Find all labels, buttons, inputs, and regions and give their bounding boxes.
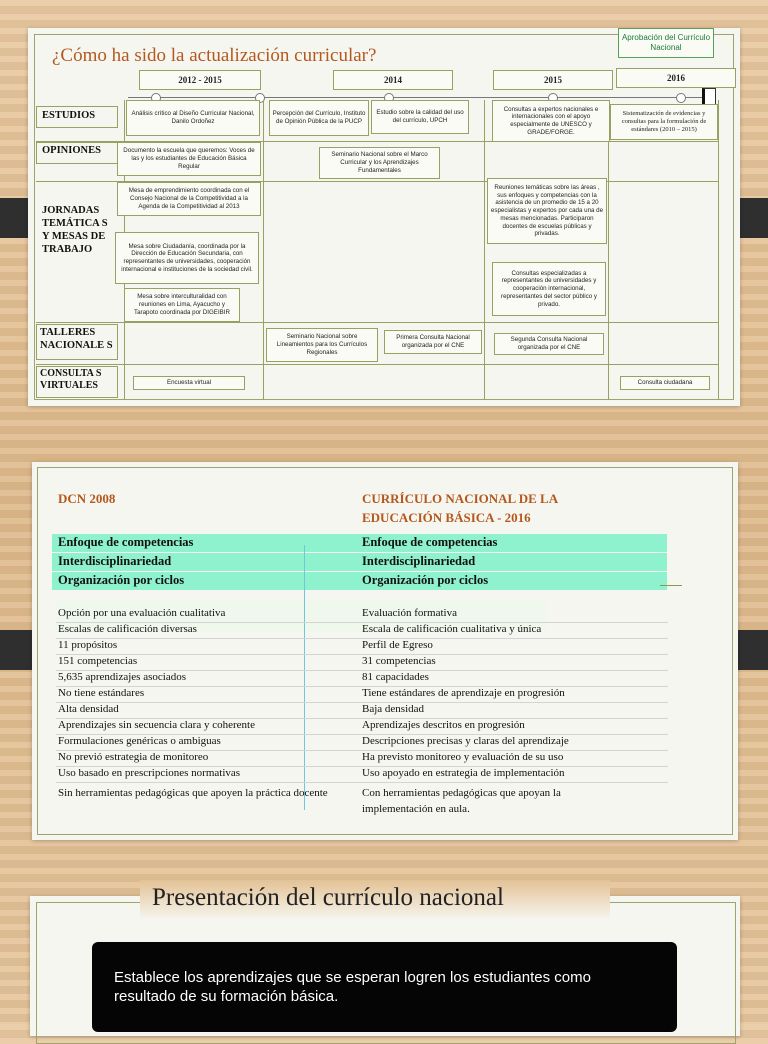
box-sistematizacion: Sistematización de evidencias y consultas para la formulación de estándares (2010 – 2015) (610, 104, 718, 140)
comparison-last-right: Con herramientas pedagógicas que apoyan la implementación en aula. (362, 787, 561, 815)
comparison-row: 151 competencias 31 competencias (56, 654, 668, 671)
box-mesa-emprendimiento: Mesa de emprendimiento coordinada con el Consejo Nacional de la Competitividad a la Agenda de la Competitividad al 2013 (117, 182, 261, 216)
row-label-consultas: CONSULTA S VIRTUALES (40, 368, 102, 391)
highlight-row: Organización por ciclos Organización por ciclos (52, 572, 667, 590)
box-consultas-expertos: Consultas a expertos nacionales e internacionales con el apoyo especialmente de UNESCO y GRADE/FORGE. (492, 100, 610, 142)
dcn-2008-header: DCN 2008 (58, 491, 116, 506)
row-label-opiniones: OPINIONES (42, 145, 101, 156)
box-encuesta-virtual: Encuesta virtual (133, 376, 245, 390)
presentation-body-text: Establece los aprendizajes que se esperan logren los estudiantes como resultado de su formación básica. (114, 969, 591, 1005)
comparison-row: Formulaciones genéricas o ambiguas Descripciones precisas y claras del aprendizaje (56, 734, 668, 751)
year-2014: 2014 (333, 70, 453, 90)
comparison-row: 11 propósitos Perfil de Egreso (56, 638, 668, 655)
highlight-row: Interdisciplinariedad Interdisciplinariedad (52, 553, 667, 571)
curriculo-2016-header: CURRÍCULO NACIONAL DE LA EDUCACIÓN BÁSICA - 2016 (362, 491, 558, 525)
box-estudio-calidad: Estudio sobre la calidad del uso del currículo, UPCH (371, 100, 469, 134)
row-label-talleres: TALLERES NACIONALE S (40, 327, 113, 351)
box-seminario-marco: Seminario Nacional sobre el Marco Curricular y los Aprendizajes Fundamentales (319, 147, 440, 179)
year-2012-2015: 2012 - 2015 (139, 70, 261, 90)
box-primera-consulta: Primera Consulta Nacional organizada por el CNE (384, 330, 482, 354)
row-label-jornadas: JORNADAS TEMÁTICA S Y MESAS DE TRABAJO (42, 205, 108, 255)
presentation-body-box (92, 942, 677, 1032)
box-consulta-ciudadana: Consulta ciudadana (620, 376, 710, 390)
comparison-row: No previó estrategia de monitoreo Ha previsto monitoreo y evaluación de su uso (56, 750, 668, 767)
box-percepcion-curriculo: Percepción del Currículo, Instituto de Opinión Pública de la PUCP (269, 100, 369, 136)
comparison-last-left: Sin herramientas pedagógicas que apoyen la práctica docente (58, 787, 328, 799)
box-consultas-especializadas: Consultas especializadas a representantes de universidades y cooperación internacional, representantes del sector público y privado. (492, 262, 606, 316)
presentation-title: Presentación del currículo nacional (152, 884, 504, 911)
box-mesa-ciudadania: Mesa sobre Ciudadanía, coordinada por la Dirección de Educación Secundaria, con representantes de universidades, cooperación internacional e instituciones de la sociedad civil. (115, 232, 259, 284)
comparison-row: No tiene estándares Tiene estándares de aprendizaje en progresión (56, 686, 668, 703)
box-analisis-critico: Análisis crítico al Diseño Curricular Nacional, Danilo Ordoñez (126, 100, 260, 136)
comparison-row: Uso basado en prescripciones normativas Uso apoyado en estrategia de implementación (56, 766, 668, 783)
row-label-estudios: ESTUDIOS (42, 110, 96, 121)
comparison-row: Escalas de calificación diversas Escala de calificación cualitativa y única (56, 622, 668, 639)
timeline-node-5 (676, 93, 686, 103)
comparison-row: Opción por una evaluación cualitativa Evaluación formativa (56, 606, 668, 623)
box-documento-escuela: Documento la escuela que queremos: Voces de las y los estudiantes de Educación Básica Regular (117, 142, 261, 176)
highlight-row: Enfoque de competencias Enfoque de competencias (52, 534, 667, 552)
box-seminario-lineamientos: Seminario Nacional sobre Lineamientos para los Currículos Regionales (266, 328, 378, 362)
year-2015: 2015 (493, 70, 613, 90)
box-reuniones-tematicas: Reuniones temáticas sobre las áreas , sus enfoques y competencias con la asistencia de un promedio de 15 a 20 especialistas y expertos por cada una de mesas mencionadas. Participaron docentes de escuelas públicas y privadas. (487, 178, 607, 244)
box-mesa-interculturalidad: Mesa sobre interculturalidad con reuniones en Lima, Ayacucho y Tarapoto coordinada por DIGEIBIR (124, 288, 240, 322)
comparison-row: 5,635 aprendizajes asociados 81 capacidades (56, 670, 668, 687)
year-2016: 2016 (616, 68, 736, 88)
box-segunda-consulta: Segunda Consulta Nacional organizada por el CNE (494, 333, 604, 355)
comparison-row: Alta densidad Baja densidad (56, 702, 668, 719)
comparison-row: Aprendizajes sin secuencia clara y coherente Aprendizajes descritos en progresión (56, 718, 668, 735)
timeline-axis (128, 97, 710, 98)
timeline-title: ¿Cómo ha sido la actualización curricular? (52, 45, 377, 66)
approval-note: Aprobación del Currículo Nacional (618, 28, 714, 58)
